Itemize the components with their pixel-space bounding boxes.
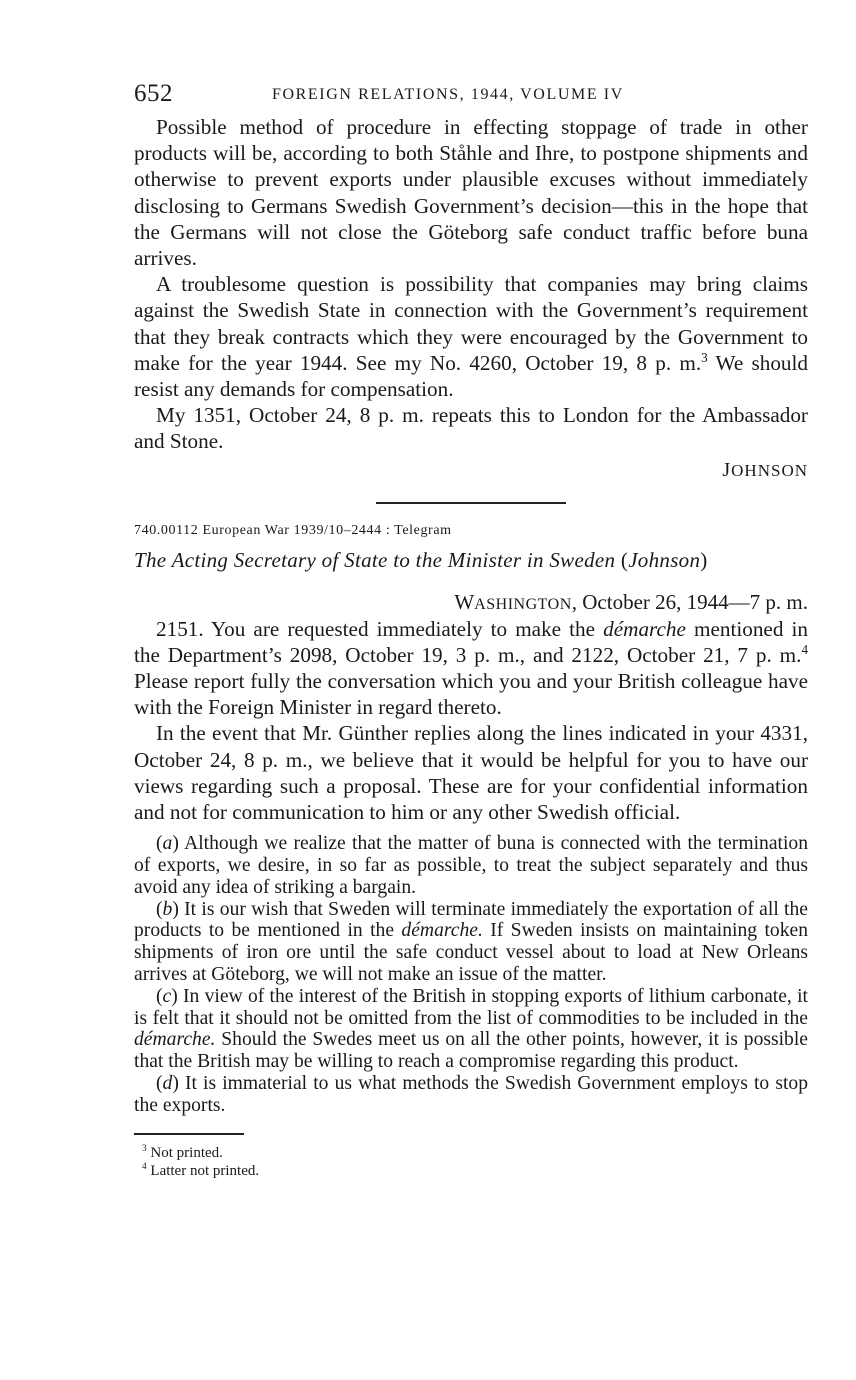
signature [134, 459, 808, 483]
paragraph: My 1351, October 24, 8 p. m. repeats this to London for the Ambassador and Stone. [134, 403, 808, 454]
paragraph-text: Please report fully the conversation which you and your British colleague have with the Foreign Minister in regard thereto. [134, 669, 808, 720]
footnote-reference: 3 [701, 349, 708, 365]
footnotes [142, 1144, 808, 1180]
item-italic: démarche. [401, 920, 483, 942]
paragraph: Possible method of procedure in effecting stoppage of trade in other products will be, according to both Ståhle and Ihre, to postpone shipments and otherwise to prevent exports under plausible excuses without immediately disclosing to Germans Swedish Government’s decision—this in the hope that the Germans will not close the Göteborg safe conduct traffic before buna arrives. [134, 115, 808, 271]
item-label: a [162, 833, 173, 855]
first-document-body [134, 114, 808, 455]
footnote [142, 1162, 808, 1180]
paragraph-text: We should resist any demands for compensation. [134, 350, 808, 402]
lettered-items [134, 833, 808, 1116]
item-label: c [162, 985, 172, 1007]
item-label: b [162, 898, 173, 920]
paragraph: In the event that Mr. Günther replies along the lines indicated in your 4331, October 24, 8 p. m., we believe that it would be helpful for you to have our views regarding such a proposal. These are for your confidential information and not for communication to him or any other Swedish official. [134, 721, 808, 825]
file-reference: 740.00112 European War 1939/10–2444 : Telegram [134, 522, 452, 538]
paragraph-text: mentioned in the Department’s 2098, October 19, 3 p. m., and 2122, October 21, 7 p. m. [134, 616, 808, 667]
paragraph-text: 2151. You are requested immediately to make the [156, 616, 604, 641]
second-document-body [134, 616, 808, 826]
running-head-title: FOREIGN RELATIONS, 1944, VOLUME IV [272, 86, 624, 103]
list-item-a: (a) Although we realize that the matter of buna is connected with the termination of exports, we desire, in so far as possible, to treat the subject separately and thus avoid any idea of striking a bargain. [134, 833, 808, 898]
signature-rest: OHNSON [731, 460, 808, 480]
spacer [134, 825, 808, 833]
heading-text: The Acting Secretary of State to the Minister in Sweden [134, 547, 616, 572]
footnote-number: 3 [142, 1143, 147, 1154]
paragraph-italic: démarche [603, 616, 686, 641]
footnote-number: 4 [142, 1161, 147, 1172]
footnote-text: Latter not printed. [150, 1162, 260, 1179]
paragraph [134, 616, 808, 721]
signature-initial: J [722, 458, 732, 481]
paragraph-text: A troublesome question is possibility that companies may bring claims against the Swedish State in connection with the Government’s requirement that they break contracts which they were encouraged by the Government to make for the year 1944. See my No. 4260, October 19, 8 p. m. [134, 272, 808, 375]
dateline-place: ASHINGTON [474, 595, 572, 613]
heading-paren: ) [700, 547, 708, 572]
heading-name: Johnson [628, 547, 701, 572]
dateline-initial: W [454, 589, 475, 614]
list-item-c: (c) In view of the interest of the British in stopping exports of lithium carbonate, it is felt that it should not be omitted from the list of commodities to be included in the démarche. Should the Swedes meet us on all the other points, however, it is possible that the British may be willing to reach a compromise regarding this product. [134, 985, 808, 1073]
page-number: 652 [134, 80, 173, 107]
item-text: Should the Swedes meet us on all the other points, however, it is possible that the British may be willing to reach a compromise regarding this product. [134, 1029, 808, 1073]
list-item-b: (b) It is our wish that Sweden will terminate immediately the exportation of all the products to be mentioned in the démarche. If Sweden insists on maintaining token shipments of iron ore until the safe conduct vessel about to load at New Orleans arrives at Göteborg, we will not make an issue of the matter. [134, 898, 808, 986]
item-text: It is our wish that Sweden will terminate immediately the exportation of all the products to be mentioned in the [134, 898, 808, 942]
item-text: It is immaterial to us what methods the Swedish Government employs to stop the exports. [134, 1073, 808, 1116]
dateline [134, 590, 808, 616]
section-separator [376, 502, 566, 504]
footnote [142, 1144, 808, 1162]
footnote-text: Not printed. [150, 1144, 223, 1161]
dateline-date: , October 26, 1944—7 p. m. [571, 589, 808, 614]
footnote-reference: 4 [801, 641, 808, 657]
item-text: If Sweden insists on maintaining token shipments of iron ore until the safe conduct vessel about to load at New Orleans arrives at Göteborg, we will not make an issue of the matter. [134, 920, 808, 986]
item-text: Although we realize that the matter of buna is connected with the termination of exports, we desire, in so far as possible, to treat the subject separately and thus avoid any idea of striking a bargain. [134, 833, 808, 898]
running-head [134, 80, 808, 114]
heading-paren: ( [615, 547, 629, 572]
paragraph [134, 271, 808, 402]
document-heading [134, 548, 808, 578]
list-item-d: (d) It is immaterial to us what methods the Swedish Government employs to stop the exports. [134, 1073, 808, 1116]
document-page [134, 80, 808, 1180]
item-italic: démarche. [134, 1029, 216, 1051]
item-text: In view of the interest of the British in stopping exports of lithium carbonate, it is felt that it should not be omitted from the list of commodities to be included in the [134, 985, 808, 1029]
footnote-rule [134, 1133, 244, 1135]
item-label: d [162, 1073, 173, 1095]
